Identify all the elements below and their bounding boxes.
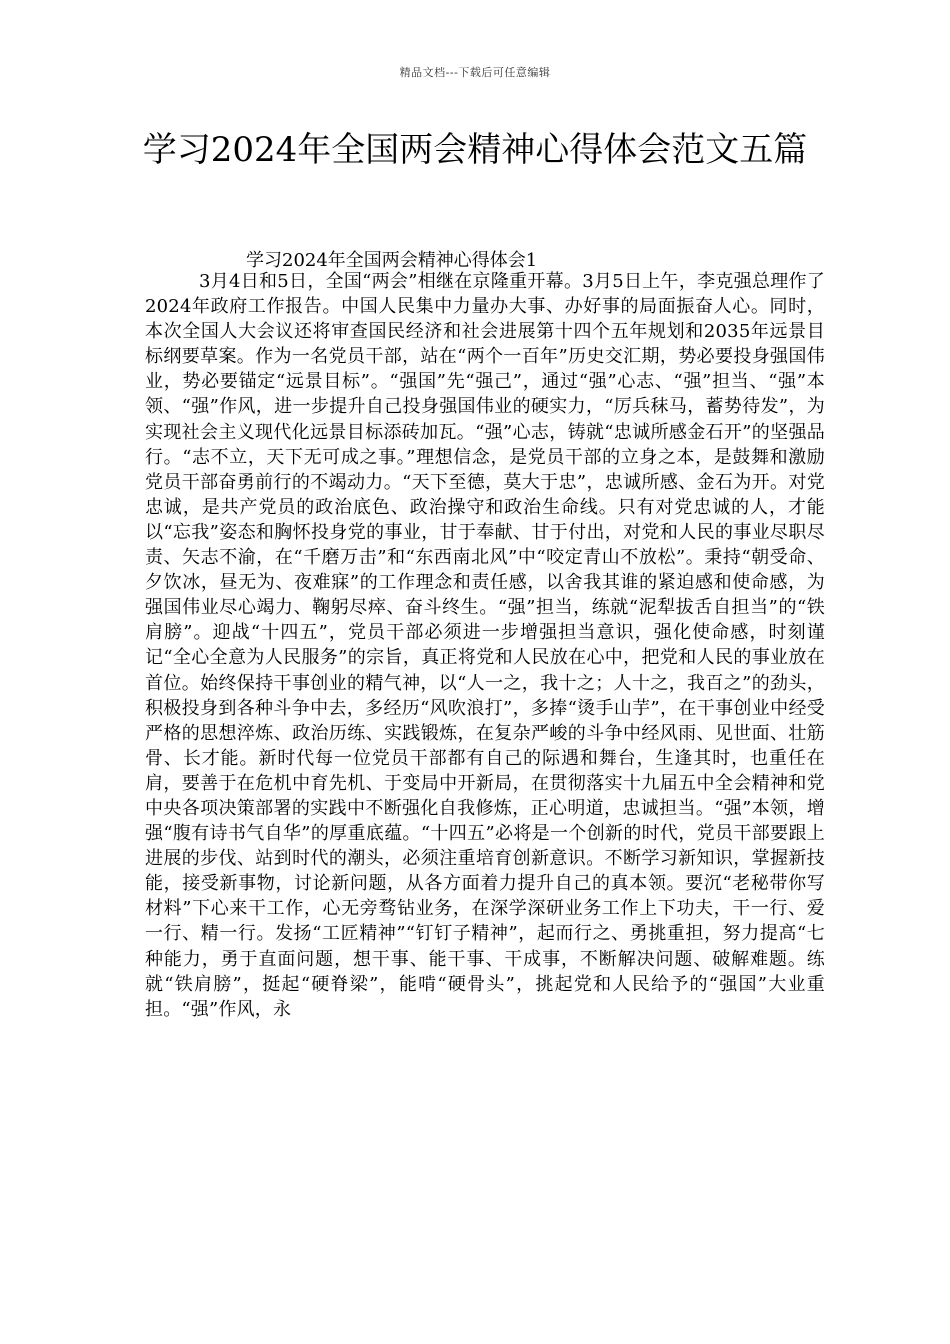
section-heading: 学习2024年全国两会精神心得体会1 [246,250,538,271]
header-note: 精品文档---下载后可任意编辑 [399,66,551,79]
document-title: 学习2024年全国两会精神心得体会范文五篇 [142,130,808,170]
body-paragraph: 3月4日和5日，全国“两会”相继在京隆重开幕。3月5日上午，李克强总理作了2024年政府工作报告。中国人民集中力量办大事、办好事的局面振奋人心。同时，本次全国人大会议还将审查国民经济和社会进展第十四个五年规划和2035年远景目标纲要草案。作为一名党员干部，站在“两个一百年”历史交汇期，势必要投身强国伟业，势必要锚定“远景目标”。“强国”先“强己”，通过“强”心志、“强”担当、“强”本领、“强”作风，进一步提升自己投身强国伟业的硬实力，“厉兵秣马，蓄势待发”，为实现社会主义现代化远景目标添砖加瓦。“强”心志，铸就“忠诚所感金石开”的坚强品行。“志不立，天下无可成之事。”理想信念，是党员干部的立身之本，是鼓舞和激励党员干部奋勇前行的不竭动力。“天下至德，莫大于忠”，忠诚所感、金石为开。对党忠诚，是共产党员的政治底色、政治操守和政治生命线。只有对党忠诚的人，才能以“忘我”姿态和胸怀投身党的事业，甘于奉献、甘于付出，对党和人民的事业尽职尽责、矢志不渝，在“千磨万击”和“东西南北风”中“咬定青山不放松”。秉持“朝受命、夕饮冰，昼无为、夜难寐”的工作理念和责任感，以舍我其谁的紧迫感和使命感，为强国伟业尽心竭力、鞠躬尽瘁、奋斗终生。“强”担当，练就“泥犁拔舌自担当”的“铁肩膀”。迎战“十四五”，党员干部必须进一步增强担当意识，强化使命感，时刻谨记“全心全意为人民服务”的宗旨，真正将党和人民放在心中，把党和人民的事业放在首位。始终保持干事创业的精气神，以“人一之，我十之；人十之，我百之”的劲头，积极投身到各种斗争中去，多经历“风吹浪打”，多捧“烫手山芋”，在干事创业中经受严格的思想淬炼、政治历练、实践锻炼，在复杂严峻的斗争中经风雨、见世面、壮筋骨、长才能。新时代每一位党员干部都有自己的际遇和舞台，生逢其时，也重任在肩，要善于在危机中育先机、于变局中开新局，在贯彻落实十九届五中全会精神和党中央各项决策部署的实践中不断强化自我修炼，正心明道，忠诚担当。“强”本领，增强“腹有诗书气自华”的厚重底蕴。“十四五”必将是一个创新的时代，党员干部要跟上进展的步伐、站到时代的潮头，必须注重培育创新意识。不断学习新知识，掌握新技能，接受新事物，讨论新问题，从各方面着力提升自己的真本领。要沉“老秘带你写材料”下心来干工作，心无旁骛钻业务，在深学深研业务工作上下功夫，干一行、爱一行、精一行。发扬“工匠精神”“钉钉子精神”，起而行之、勇挑重担，努力提高“七种能力，勇于直面问题，想干事、能干事、干成事，不断解决问题、破解难题。练就“铁肩膀”，挺起“硬脊梁”，能啃“硬骨头”，挑起党和人民给予的“强国”大业重担。“强”作风，永 [145,271,825,1020]
